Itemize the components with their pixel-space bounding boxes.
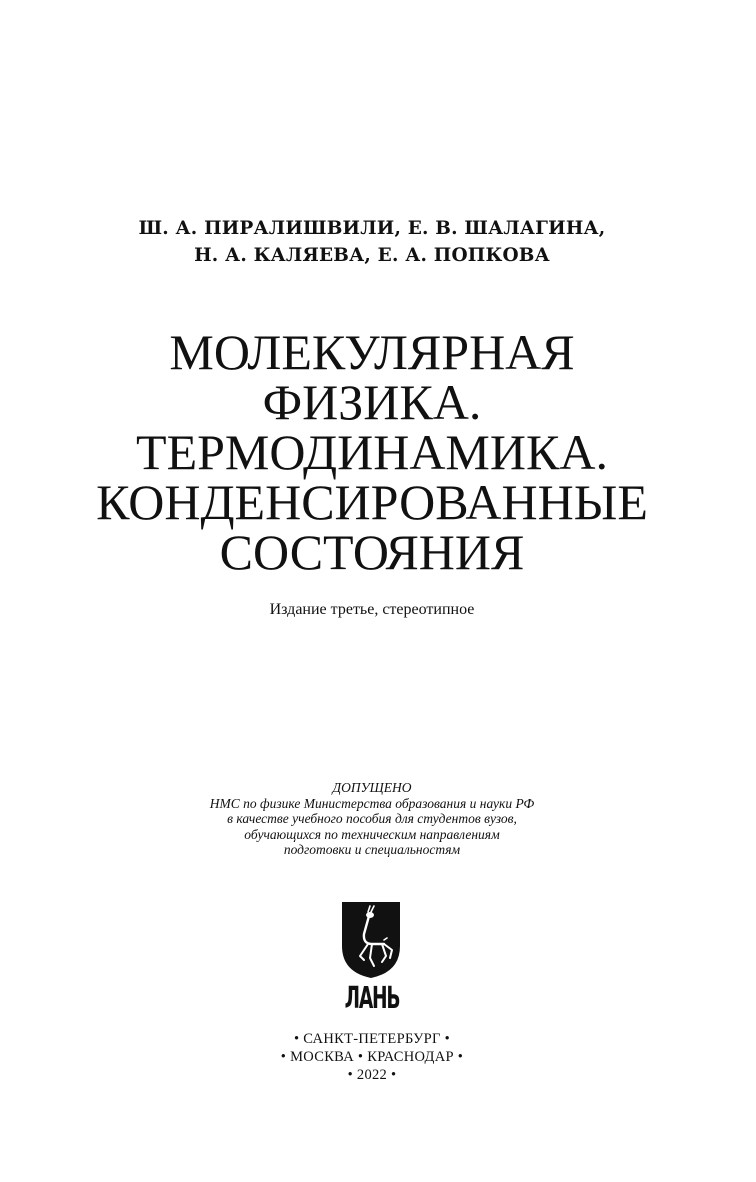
- approval-stamp: [0, 780, 744, 858]
- title-line: СОСТОЯНИЯ: [219, 524, 525, 580]
- publisher-wordmark: ЛАНЬ: [344, 981, 400, 1016]
- imprint-line: • МОСКВА • КРАСНОДАР •: [280, 1049, 464, 1065]
- book-title: [0, 324, 744, 580]
- edition-note: Издание третье, стереотипное: [269, 601, 475, 618]
- publisher-imprint: [0, 1030, 744, 1084]
- title-line: МОЛЕКУЛЯРНАЯ: [169, 324, 575, 380]
- title-line: ТЕРМОДИНАМИКА.: [136, 424, 608, 480]
- approval-line: в качестве учебного пособия для студентов вузов,: [227, 811, 517, 826]
- approval-line: подготовки и специальностям: [283, 842, 461, 857]
- approval-line: обучающихся по техническим направлениям: [244, 826, 500, 842]
- imprint-line: • САНКТ-ПЕТЕРБУРГ •: [294, 1031, 450, 1047]
- title-line: ФИЗИКА.: [262, 374, 482, 430]
- authors-line: Ш. А. ПИРАЛИШВИЛИ, Е. В. ШАЛАГИНА,: [138, 218, 606, 239]
- authors: [0, 215, 744, 269]
- imprint-line: • 2022 •: [347, 1067, 397, 1083]
- deer-shield-logo-icon: [340, 900, 402, 980]
- title-line: КОНДЕНСИРОВАННЫЕ: [96, 474, 648, 530]
- authors-line: Н. А. КАЛЯЕВА, Е. А. ПОПКОВА: [194, 245, 550, 266]
- approval-line: НМС по физике Министерства образования и науки РФ: [209, 795, 535, 811]
- approval-line: ДОПУЩЕНО: [332, 780, 412, 795]
